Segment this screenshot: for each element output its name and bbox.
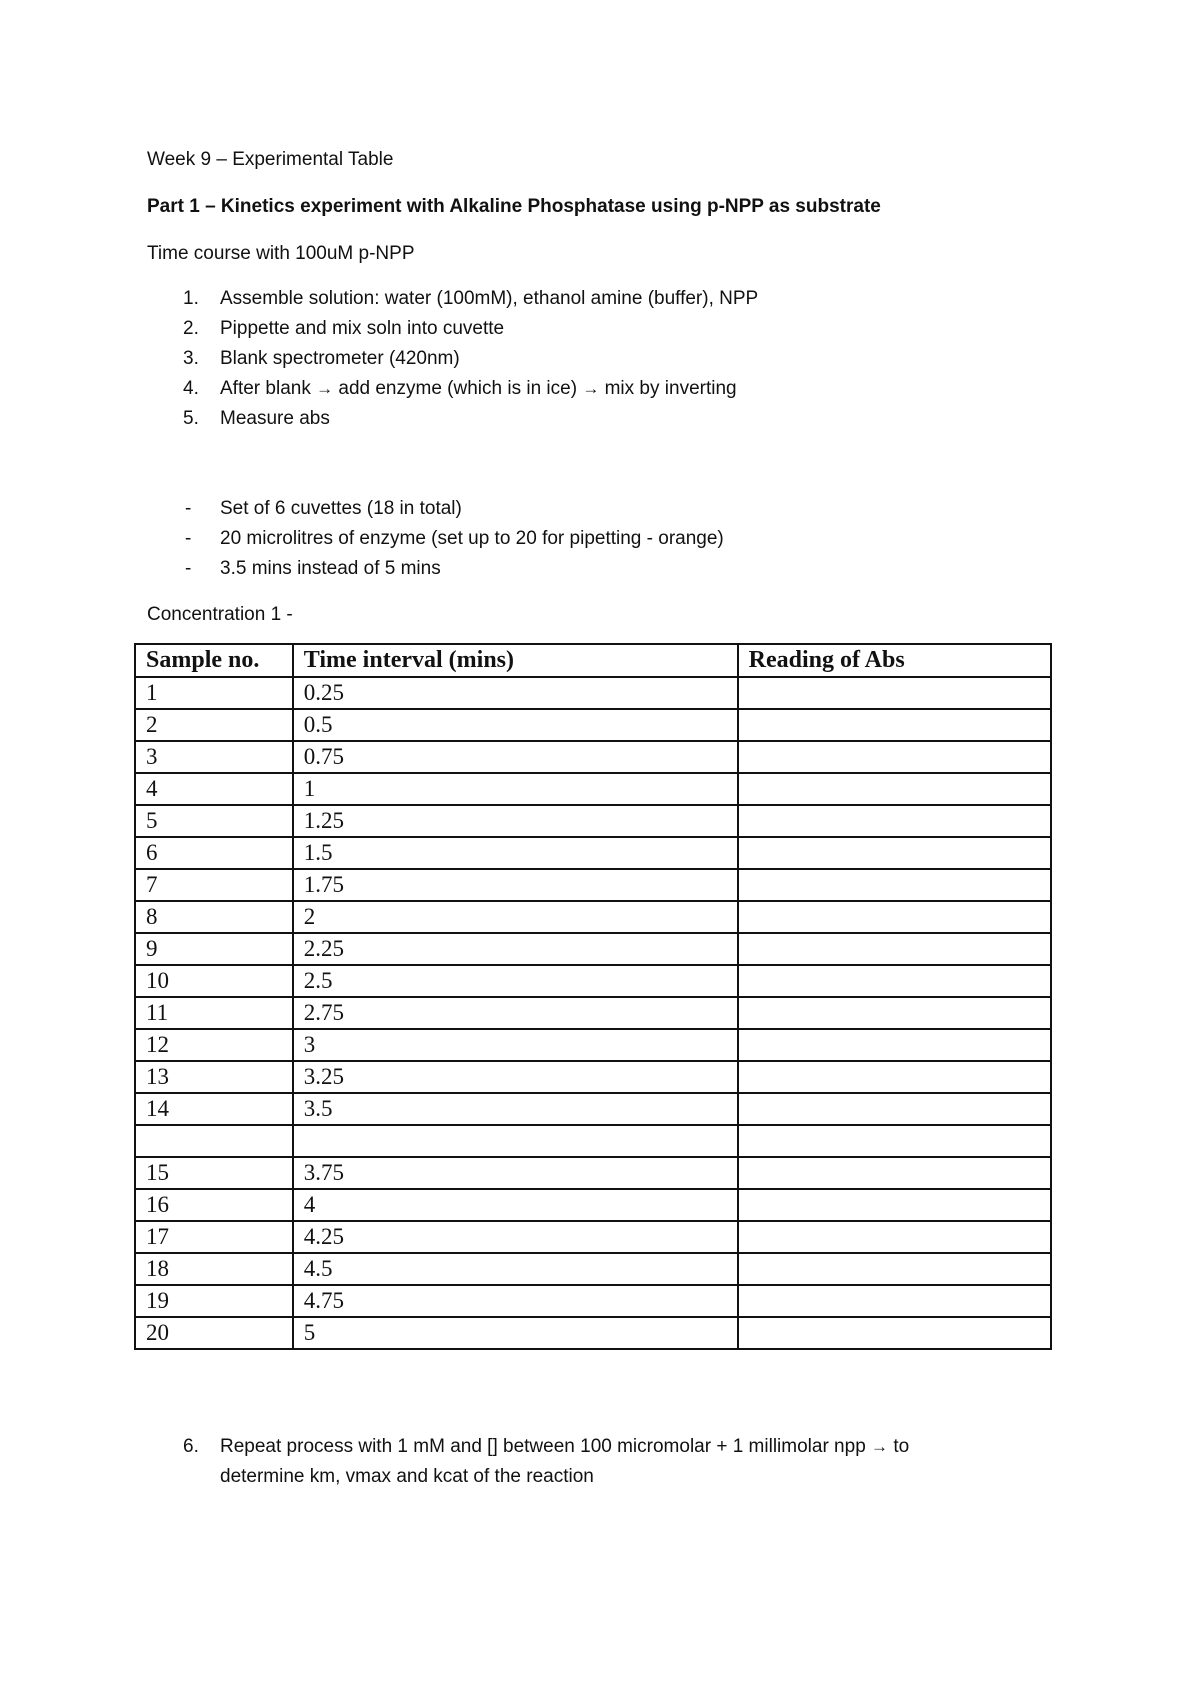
step-number: 3.	[183, 348, 199, 369]
table-row	[135, 1029, 1051, 1061]
cell-sample-no: 13	[135, 1061, 293, 1093]
step-text: Assemble solution: water (100mM), ethanol amine (buffer), NPP	[220, 288, 759, 309]
step-text-part: to	[888, 1436, 910, 1457]
cell-time-interval: 5	[293, 1317, 738, 1349]
step-number: 6.	[183, 1436, 199, 1457]
table-header-row	[135, 644, 1051, 677]
cell-reading-of-abs[interactable]	[738, 773, 1051, 805]
cell-time-interval: 4	[293, 1189, 738, 1221]
cell-reading-of-abs[interactable]	[738, 1317, 1051, 1349]
cell-time-interval: 4.5	[293, 1253, 738, 1285]
step-number: 5.	[183, 408, 199, 429]
part-heading: Part 1 – Kinetics experiment with Alkaline Phosphatase using p-NPP as substrate	[147, 196, 881, 217]
cell-sample-no: 12	[135, 1029, 293, 1061]
table-row	[135, 933, 1051, 965]
experimental-table	[134, 643, 1052, 1350]
step-number: 1.	[183, 288, 199, 309]
cell-sample-no: 9	[135, 933, 293, 965]
cell-sample-no: 17	[135, 1221, 293, 1253]
cell-reading-of-abs[interactable]	[738, 741, 1051, 773]
bullet-text: 3.5 mins instead of 5 mins	[220, 558, 441, 579]
header-time-interval: Time interval (mins)	[293, 644, 738, 677]
bullet-text: Set of 6 cuvettes (18 in total)	[220, 498, 462, 519]
cell-time-interval: 2.5	[293, 965, 738, 997]
cell-time-interval: 1.25	[293, 805, 738, 837]
cell-time-interval	[293, 1125, 738, 1157]
cell-time-interval: 4.75	[293, 1285, 738, 1317]
table-row	[135, 1253, 1051, 1285]
cell-time-interval: 3	[293, 1029, 738, 1061]
cell-time-interval: 2.75	[293, 997, 738, 1029]
table-row	[135, 805, 1051, 837]
table-row	[135, 773, 1051, 805]
arrow-right-icon: →	[582, 379, 600, 398]
cell-reading-of-abs[interactable]	[738, 1093, 1051, 1125]
table-row	[135, 837, 1051, 869]
cell-time-interval: 0.25	[293, 677, 738, 709]
table-row	[135, 965, 1051, 997]
table-row	[135, 1285, 1051, 1317]
table-row	[135, 677, 1051, 709]
bullet-marker: -	[185, 528, 192, 549]
cell-time-interval: 0.5	[293, 709, 738, 741]
cell-time-interval: 3.5	[293, 1093, 738, 1125]
header-sample-no: Sample no.	[135, 644, 293, 677]
cell-sample-no: 11	[135, 997, 293, 1029]
header-reading-of-abs: Reading of Abs	[738, 644, 1051, 677]
table-body	[135, 677, 1051, 1349]
cell-sample-no: 8	[135, 901, 293, 933]
time-course-label: Time course with 100uM p-NPP	[147, 243, 415, 264]
table-row	[135, 1189, 1051, 1221]
cell-reading-of-abs[interactable]	[738, 1285, 1051, 1317]
cell-time-interval: 4.25	[293, 1221, 738, 1253]
table-row	[135, 709, 1051, 741]
cell-reading-of-abs[interactable]	[738, 997, 1051, 1029]
cell-reading-of-abs[interactable]	[738, 805, 1051, 837]
cell-sample-no: 3	[135, 741, 293, 773]
cell-reading-of-abs[interactable]	[738, 1189, 1051, 1221]
cell-reading-of-abs[interactable]	[738, 1029, 1051, 1061]
cell-reading-of-abs[interactable]	[738, 1157, 1051, 1189]
cell-sample-no	[135, 1125, 293, 1157]
concentration-label: Concentration 1 -	[147, 604, 293, 625]
cell-sample-no: 5	[135, 805, 293, 837]
table-row	[135, 1157, 1051, 1189]
step-number: 4.	[183, 378, 199, 399]
cell-sample-no: 2	[135, 709, 293, 741]
table-row	[135, 997, 1051, 1029]
cell-time-interval: 1.75	[293, 869, 738, 901]
step-text: Measure abs	[220, 408, 330, 429]
cell-sample-no: 18	[135, 1253, 293, 1285]
table-row	[135, 1061, 1051, 1093]
cell-sample-no: 6	[135, 837, 293, 869]
cell-time-interval: 2	[293, 901, 738, 933]
cell-reading-of-abs[interactable]	[738, 709, 1051, 741]
cell-sample-no: 10	[135, 965, 293, 997]
bullet-marker: -	[185, 498, 192, 519]
cell-sample-no: 16	[135, 1189, 293, 1221]
cell-time-interval: 3.25	[293, 1061, 738, 1093]
cell-time-interval: 1.5	[293, 837, 738, 869]
step-text-part: add enzyme (which is in ice)	[333, 378, 583, 399]
cell-time-interval: 2.25	[293, 933, 738, 965]
cell-reading-of-abs[interactable]	[738, 1221, 1051, 1253]
cell-reading-of-abs[interactable]	[738, 837, 1051, 869]
cell-reading-of-abs[interactable]	[738, 965, 1051, 997]
step-text-part: Repeat process with 1 mM and [] between 100 micromolar + 1 millimolar npp	[220, 1436, 872, 1457]
cell-reading-of-abs[interactable]	[738, 901, 1051, 933]
cell-sample-no: 15	[135, 1157, 293, 1189]
cell-reading-of-abs[interactable]	[738, 1253, 1051, 1285]
table-row	[135, 1125, 1051, 1157]
table-row	[135, 741, 1051, 773]
step-text	[220, 377, 737, 401]
cell-time-interval: 3.75	[293, 1157, 738, 1189]
cell-reading-of-abs[interactable]	[738, 1125, 1051, 1157]
cell-reading-of-abs[interactable]	[738, 1061, 1051, 1093]
cell-sample-no: 19	[135, 1285, 293, 1317]
table-row	[135, 869, 1051, 901]
cell-reading-of-abs[interactable]	[738, 677, 1051, 709]
cell-reading-of-abs[interactable]	[738, 869, 1051, 901]
step-text	[220, 1435, 909, 1459]
arrow-right-icon: →	[316, 379, 334, 398]
cell-sample-no: 4	[135, 773, 293, 805]
cell-time-interval: 0.75	[293, 741, 738, 773]
cell-sample-no: 20	[135, 1317, 293, 1349]
step-text-part: After blank	[220, 378, 317, 399]
step-text: Pippette and mix soln into cuvette	[220, 318, 505, 339]
bullet-text: 20 microlitres of enzyme (set up to 20 for pipetting - orange)	[220, 528, 724, 549]
bullet-marker: -	[185, 558, 192, 579]
table-row	[135, 1221, 1051, 1253]
step-text: Blank spectrometer (420nm)	[220, 348, 460, 369]
cell-time-interval: 1	[293, 773, 738, 805]
cell-sample-no: 7	[135, 869, 293, 901]
cell-reading-of-abs[interactable]	[738, 933, 1051, 965]
cell-sample-no: 1	[135, 677, 293, 709]
table-row	[135, 1317, 1051, 1349]
step-text-continued: determine km, vmax and kcat of the reaction	[220, 1466, 594, 1487]
step-number: 2.	[183, 318, 199, 339]
table-row	[135, 901, 1051, 933]
cell-sample-no: 14	[135, 1093, 293, 1125]
step-text-part: mix by inverting	[599, 378, 737, 399]
arrow-right-icon: →	[871, 1437, 889, 1456]
table-row	[135, 1093, 1051, 1125]
document-title: Week 9 – Experimental Table	[147, 149, 394, 170]
